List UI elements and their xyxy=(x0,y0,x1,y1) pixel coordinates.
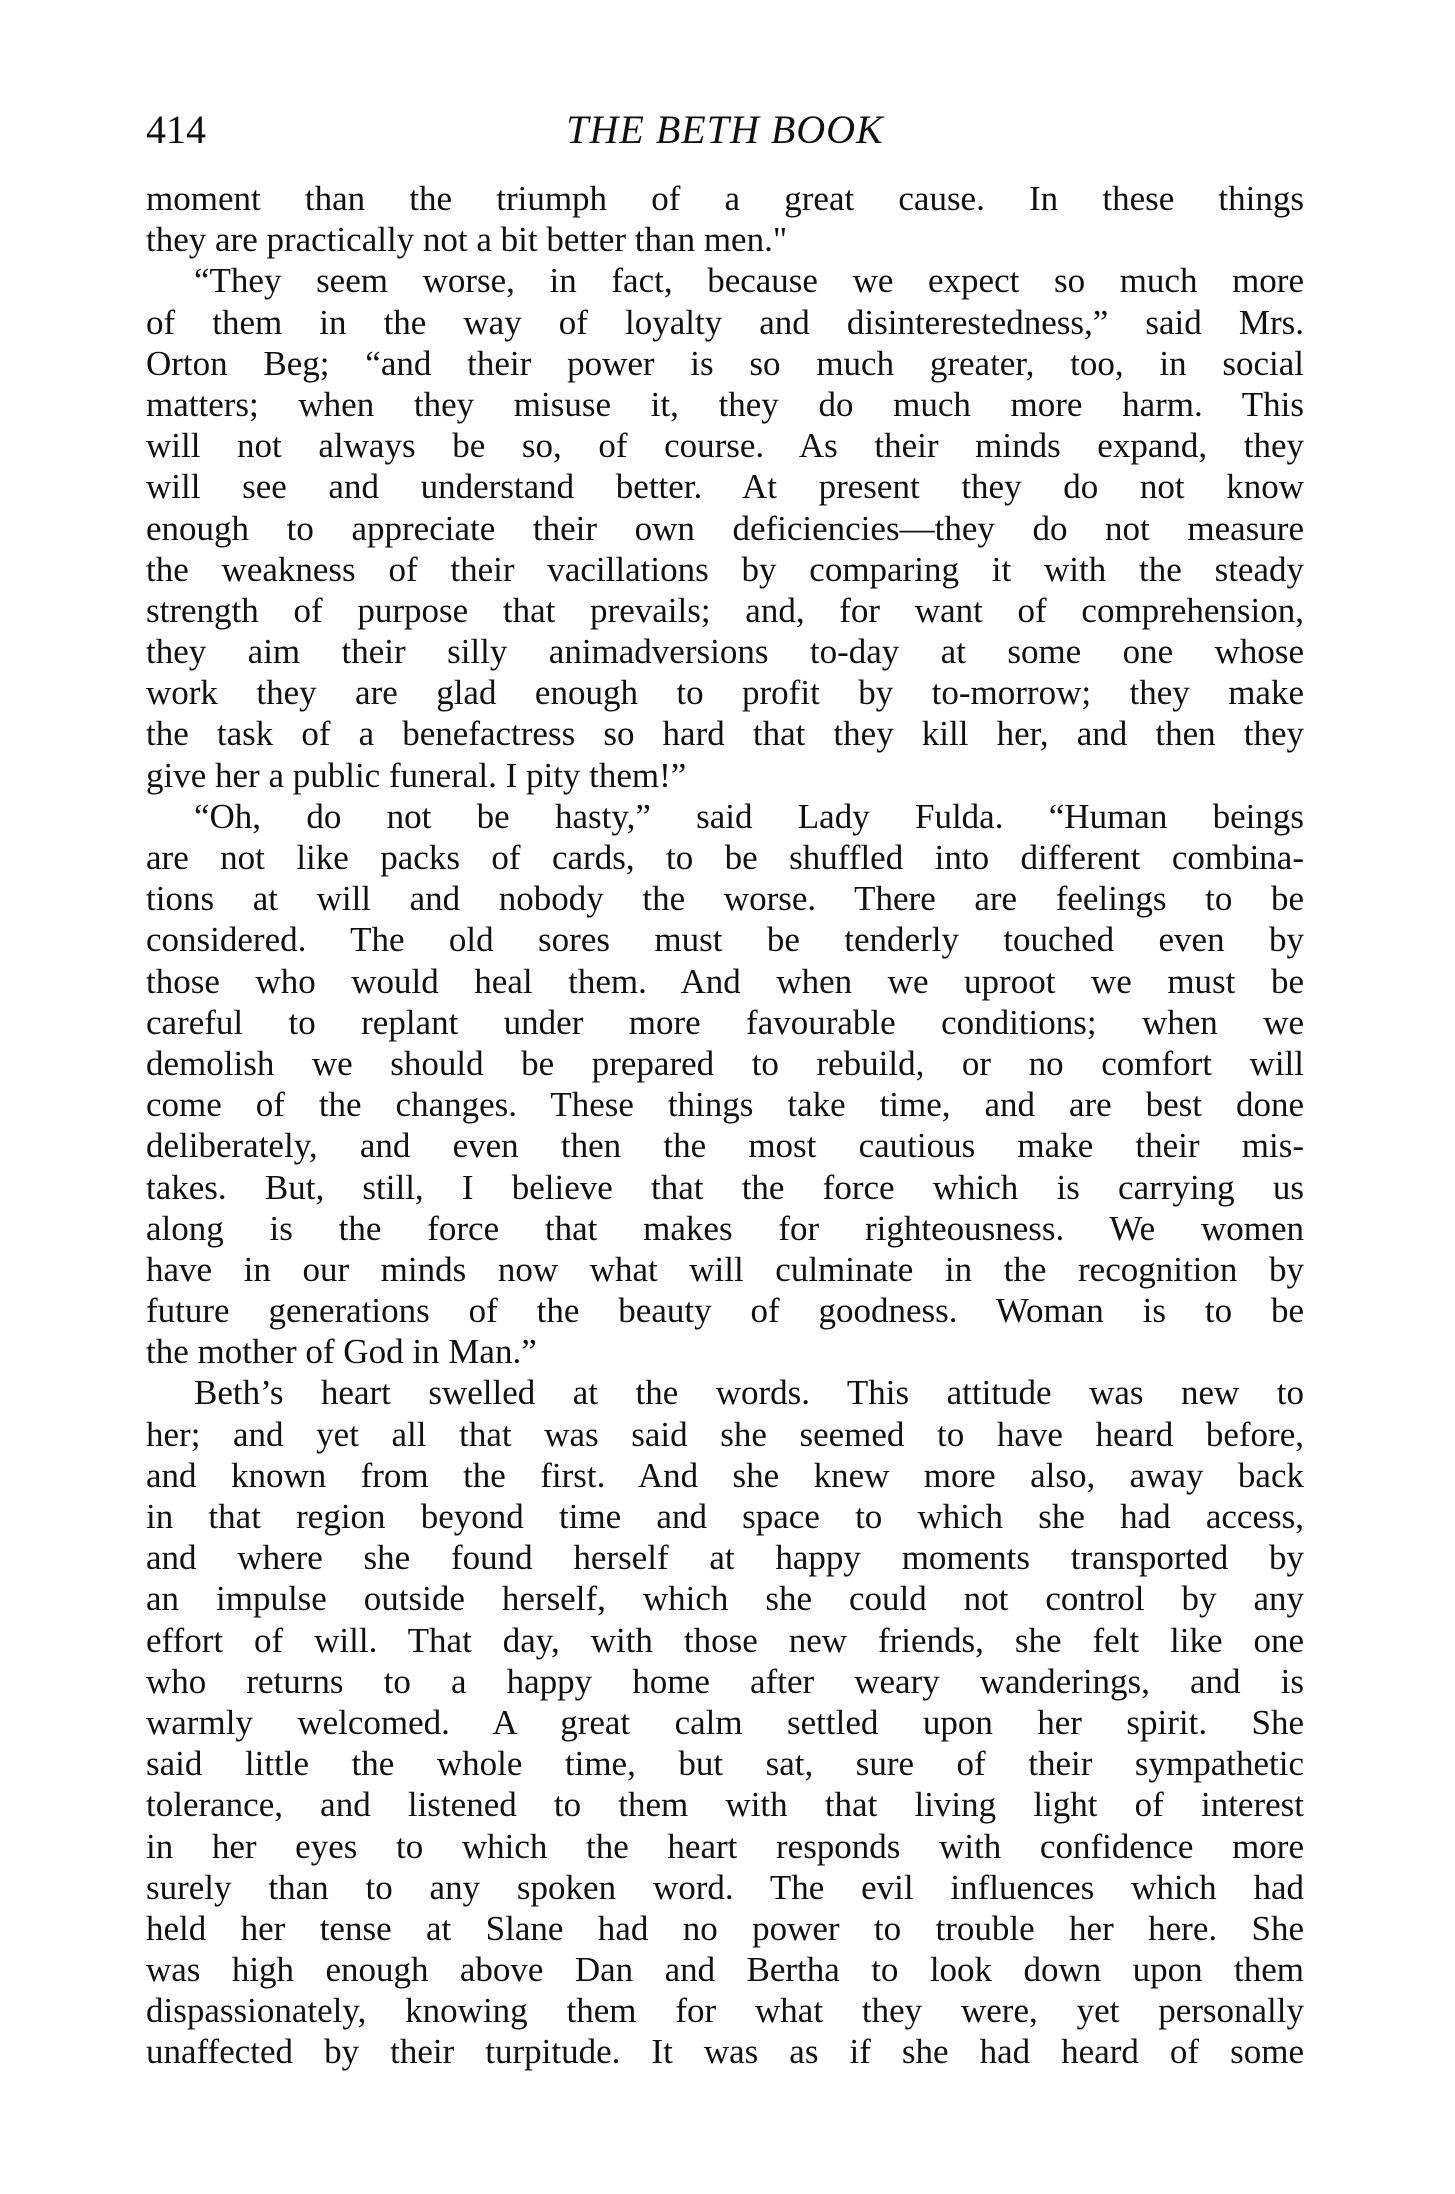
text-line: considered. The old sores must be tenderly touched even by xyxy=(146,920,1304,960)
text-line: enough to appreciate their own deficiencies—they do not measure xyxy=(146,508,1304,548)
text-line: moment than the triumph of a great cause. In these things xyxy=(146,179,1304,218)
text-line: of them in the way of loyalty and disinterestedness,” said Mrs. xyxy=(146,302,1304,342)
text-line: along is the force that makes for righteousness. We women xyxy=(146,1208,1304,1248)
text-line: come of the changes. These things take time, and are best done xyxy=(146,1085,1304,1125)
text-line: tolerance, and listened to them with that living light of interest xyxy=(146,1785,1304,1825)
text-line: warmly welcomed. A great calm settled upon her spirit. She xyxy=(146,1702,1304,1742)
text-line: careful to replant under more favourable conditions; when we xyxy=(146,1002,1304,1042)
text-line: and known from the first. And she knew more also, away back xyxy=(146,1455,1304,1495)
text-line: strength of purpose that prevails; and, for want of comprehension, xyxy=(146,590,1304,630)
text-line: the task of a benefactress so hard that they kill her, and then they xyxy=(146,714,1304,754)
text-line: said little the whole time, but sat, sure of their sympathetic xyxy=(146,1744,1304,1784)
text-line: they aim their silly animadversions to-day at some one whose xyxy=(146,632,1304,672)
text-line: dispassionately, knowing them for what they were, yet personally xyxy=(146,1991,1304,2031)
text-line: unaffected by their turpitude. It was as if she had heard of some xyxy=(146,2032,1304,2072)
text-line: surely than to any spoken word. The evil influences which had xyxy=(146,1867,1304,1907)
text-line: future generations of the beauty of goodness. Woman is to be xyxy=(146,1291,1304,1331)
text-line: was high enough above Dan and Bertha to look down upon them xyxy=(146,1950,1304,1990)
text-line: give her a public funeral. I pity them!” xyxy=(146,755,687,795)
text-line: the weakness of their vacillations by comparing it with the steady xyxy=(146,549,1304,589)
text-line: “Oh, do not be hasty,” said Lady Fulda. “Human beings xyxy=(194,796,1304,836)
text-line: they are practically not a bit better than men." xyxy=(146,220,788,260)
text-line: her; and yet all that was said she seemed to have heard before, xyxy=(146,1414,1304,1454)
text-line: held her tense at Slane had no power to trouble her here. She xyxy=(146,1908,1304,1948)
text-line: deliberately, and even then the most cautious make their mis- xyxy=(146,1126,1304,1166)
text-line: takes. But, still, I believe that the force which is carrying us xyxy=(146,1167,1304,1207)
text-line: Beth’s heart swelled at the words. This attitude was new to xyxy=(194,1373,1304,1413)
text-line: the mother of God in Man.” xyxy=(146,1332,537,1372)
text-line: effort of will. That day, with those new friends, she felt like one xyxy=(146,1620,1304,1660)
body-text xyxy=(146,178,1304,2073)
page-header xyxy=(146,100,1304,160)
text-line: in her eyes to which the heart responds with confidence more xyxy=(146,1826,1304,1866)
page-number: 414 xyxy=(146,107,206,152)
text-line: matters; when they misuse it, they do much more harm. This xyxy=(146,384,1304,424)
text-line: work they are glad enough to profit by to-morrow; they make xyxy=(146,673,1304,713)
text-line: have in our minds now what will culminate in the recognition by xyxy=(146,1249,1304,1289)
text-line: those who would heal them. And when we uproot we must be xyxy=(146,961,1304,1001)
text-line: Orton Beg; “and their power is so much greater, too, in social xyxy=(146,343,1304,383)
text-line: demolish we should be prepared to rebuild, or no comfort will xyxy=(146,1043,1304,1083)
text-line: will not always be so, of course. As their minds expand, they xyxy=(146,426,1304,466)
text-line: are not like packs of cards, to be shuffled into different combina- xyxy=(146,838,1304,877)
text-line: in that region beyond time and space to which she had access, xyxy=(146,1497,1304,1536)
text-line: an impulse outside herself, which she could not control by any xyxy=(146,1579,1304,1619)
text-line: and where she found herself at happy moments transported by xyxy=(146,1538,1304,1578)
text-line: who returns to a happy home after weary wanderings, and is xyxy=(146,1661,1304,1701)
running-title: THE BETH BOOK xyxy=(566,107,884,152)
text-line: tions at will and nobody the worse. There are feelings to be xyxy=(146,879,1304,919)
text-line: will see and understand better. At present they do not know xyxy=(146,467,1304,507)
text-line: “They seem worse, in fact, because we expect so much more xyxy=(194,261,1304,301)
